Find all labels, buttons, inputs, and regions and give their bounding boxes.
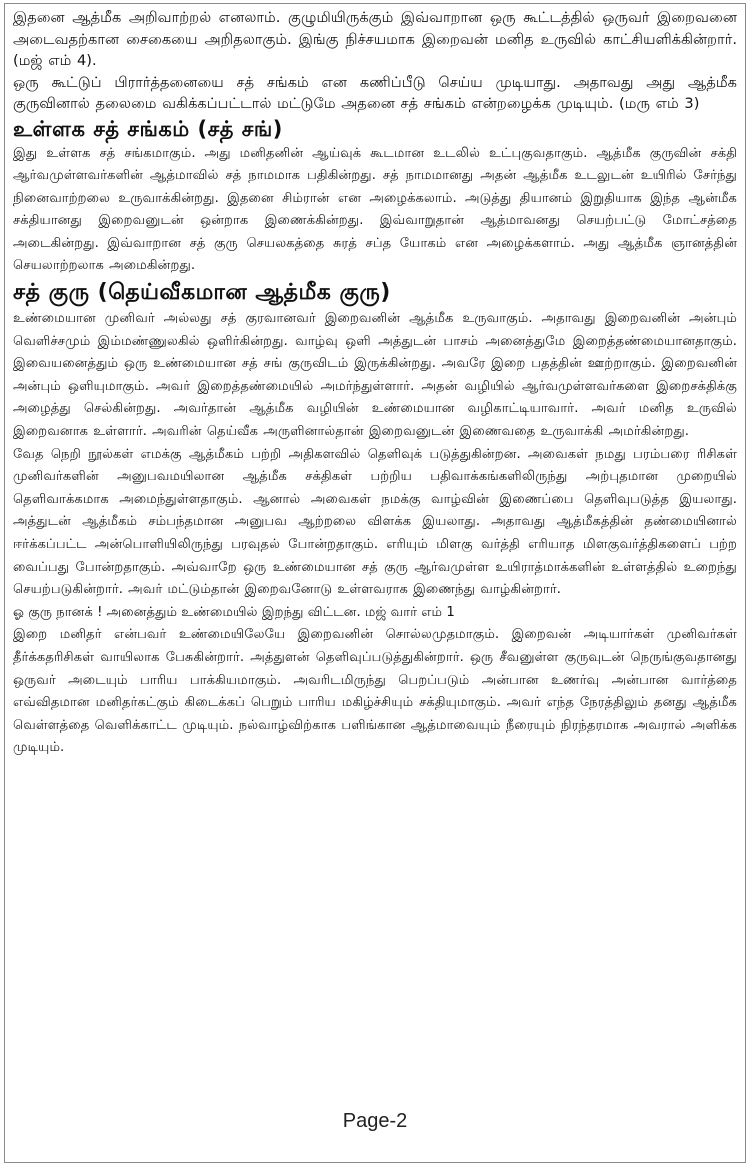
section2-paragraph-3: இறை மனிதர் என்பவர் உண்மையிலேயே இறைவனின் சொல்லமுதமாகும். இறைவன் அடியார்கள் முனிவர்கள் தீர்க்கதரிசிகள் வாயிலாக பேசுகின்றார். அத்துளன் தெளிவுப்படுத்துகின்றார். ஒரு சீவனுள்ள குருவுடன் நெருங்குவதானது ஒருவர் அடையும் பாரிய பாக்கியமாகும். அவரிடமிருந்து பெறப்படும் அன்பான உணர்வு அன்பான வார்த்தை எவ்விதமான மனிதர்கட்கும் கிடைக்கப் பெறும் பாரிய மகிழ்ச்சியும் சக்தியுமாகும். அவர் எந்த நேரத்திலும் தனது ஆத்மீக வெள்ளத்தை வெளிக்காட்ட முடியும். நல்வாழ்விற்காக பளிங்கான ஆத்மாவையும் நீரையும் நிரந்தரமாக அவரால் அளிக்க முடியும். [13,627,737,756]
page-number: Page-2 [342,1110,408,1132]
guru-nanak-quote: ஓ குரு நானக் ! அனைத்தும் உண்மையில் இறந்து விட்டன. மஜ் வார் எம் 1 [13,604,455,620]
intro-paragraph-2: ஒரு கூட்டுப் பிரார்த்தனையை சத் சங்கம் என கணிப்பீடு செய்ய முடியாது. அதாவது அது ஆத்மீக குருவினால் தலைமை வகிக்கப்பட்டால் மட்டுமே அதனை சத் சங்கம் என்றழைக்க முடியும். (மரு எம் 3) [13,73,737,112]
intro-paragraph-1: இதனை ஆத்மீக அறிவாற்றல் எனலாம். குழுமியிருக்கும் இவ்வாறான ஒரு கூட்டத்தில் ஒருவர் இறைவனை அடைவதற்கான சைகையை அறிதலாகும். இங்கு நிச்சயமாக இறைவன் மனித உருவில் காட்சியளிக்கின்றார். (மஜ் எம் 4). [13,9,737,69]
section2-paragraph-1: உண்மையான முனிவர் அல்லது சத் குரவானவர் இறைவனின் ஆத்மீக உருவாகும். அதாவது இறைவனின் அன்பும் வெளிச்சமும் இம்மண்ணுலகில் ஒளிர்கின்றது. வாழ்வு ஒளி அத்துடன் பாசம் அனைத்துமே இறைத்தண்மையானதாகும். இவையனைத்தும் ஒரு உண்மையான சத் சங் குருவிடம் இருக்கின்றது. அவரே இறை பதத்தின் ஊற்றாகும். இறைவனின் அன்பும் ஒளியுமாகும். அவர் இறைத்தண்மையில் அமர்ந்துள்ளார். அதன் வழியில் ஆர்வமுள்ளவர்களை இறைசக்திக்கு அழைத்து செல்கின்றது. அவர்தான் ஆத்மீக வழியின் உண்மையான வழிகாட்டியாவார். அவர் மனித உருவில் இறைவனாக உள்ளார். அவரின் தெய்வீக அருளினால்தான் இறைவனுடன் இணைவதை உருவாக்கி அமர்கின்றது. [13,311,737,440]
section-heading-inner-sat-sang: உள்ளக சத் சங்கம் (சத் சங்) [13,116,283,141]
page-content [13,7,737,760]
section2-paragraph-2: வேத நெறி நூல்கள் எமக்கு ஆத்மீகம் பற்றி அதிகளவில் தெளிவுக் படுத்துகின்றன. அவைகள் நமது பரம்பரை ரிசிகள் முனிவர்களின் அனுபவமயிலான ஆத்மீக சக்திகள் பற்றிய பதிவாக்கங்களிலிருந்து அற்புதமான முறையில் தெளிவாக்கமாக அமைந்துள்ளதாகும். ஆனால் அவைகள் நமக்கு வாழ்வின் இணைப்பை தெளிவுபடுத்த இயலாது. அத்துடன் ஆத்மீகம் சம்பந்தமான அனுபவ ஆற்றலை விளக்க இயலாது. அதாவது ஆத்மீகத்தின் தண்மையினால் ஈர்க்கப்பட்ட அன்பொளியிலிருந்து பரவுதல் போன்றதாகும். எரியும் மிளகு வர்த்தி எரியாத மிளகுவர்த்திகளைப் பற்ற வைப்பது போன்றதாகும். அவ்வாறே ஒரு உண்மையான சத் குரு ஆர்வமுள்ள உயிராத்மாக்களின் உள்ளத்தில் உறைந்து செயற்படுகின்றார். அவர் மட்டும்தான் இறைவனோடு உள்ளவராக இணைந்து வாழ்கின்றார். [13,446,737,598]
section1-paragraph: இது உள்ளக சத் சங்கமாகும். அது மனிதனின் ஆய்வுக் கூடமான உடலில் உட்புகுவதாகும். ஆத்மீக குருவின் சக்தி ஆர்வமுள்ளவர்களின் ஆத்மாவில் சத் நாமமாக பதிகின்றது. சத் நாமமானது அதன் ஆத்மீக உடலுடன் உயிரில் சேர்ந்து நினைவாற்றலை உருவாக்கின்றது. இதனை சிம்ரான் என அழைக்கலாம். அடுத்து தியானம் இறுதியாக இந்த ஆன்மீக சக்தியானது இறைவனுடன் ஒன்றாக இணைக்கின்றது. இவ்வாறுதான் ஆத்மாவனது செயற்பட்டு மோட்சத்தை அடைகின்றது. இவ்வாறான சத் குரு செயலகத்தை சுரத் சப்த யோகம் என அழைக்களாம். அது ஆத்மீக ஞானத்தின் செயலாற்றலாக அமைகின்றது. [13,145,737,274]
section-heading-sat-guru: சத் குரு (தெய்வீகமான ஆத்மீக குரு) [13,280,391,306]
